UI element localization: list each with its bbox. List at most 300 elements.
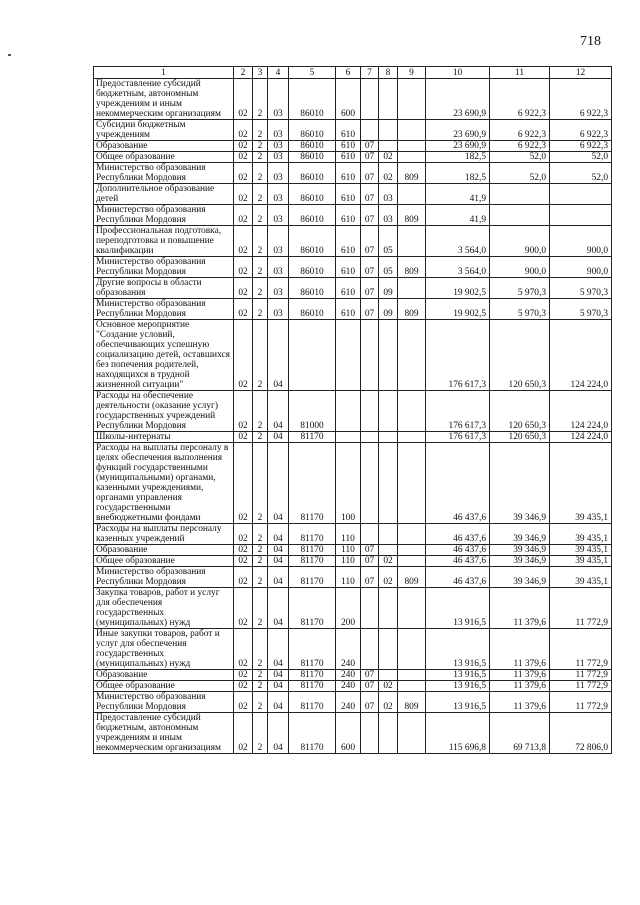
code-cell xyxy=(379,670,398,681)
code-cell xyxy=(336,320,361,391)
code-cell: 02 xyxy=(379,681,398,692)
code-cell xyxy=(398,141,426,152)
code-cell: 03 xyxy=(268,120,289,141)
code-cell: 610 xyxy=(336,163,361,184)
code-cell: 2 xyxy=(253,681,268,692)
row-name: Субсидии бюджетным учреждениям xyxy=(94,120,234,141)
code-cell: 04 xyxy=(268,670,289,681)
code-cell: 2 xyxy=(253,257,268,278)
code-cell xyxy=(398,432,426,443)
code-cell: 86010 xyxy=(289,141,336,152)
row-name: Предоставление субсидий бюджетным, автономным учреждениям и иным некоммерческим организациям xyxy=(94,79,234,120)
code-cell: 240 xyxy=(336,629,361,670)
amount-cell: 39 435,1 xyxy=(550,567,612,588)
code-cell: 2 xyxy=(253,556,268,567)
table-row xyxy=(94,79,612,120)
code-cell: 86010 xyxy=(289,184,336,205)
code-cell xyxy=(336,432,361,443)
code-cell: 2 xyxy=(253,443,268,524)
code-cell: 809 xyxy=(398,163,426,184)
code-cell: 2 xyxy=(253,278,268,299)
code-cell: 240 xyxy=(336,670,361,681)
amount-cell: 11 379,6 xyxy=(490,692,550,713)
code-cell: 03 xyxy=(379,184,398,205)
header-cell: 9 xyxy=(398,67,426,79)
amount-cell: 124 224,0 xyxy=(550,432,612,443)
code-cell xyxy=(379,524,398,545)
code-cell: 2 xyxy=(253,205,268,226)
code-cell: 240 xyxy=(336,681,361,692)
table-row xyxy=(94,545,612,556)
code-cell xyxy=(398,443,426,524)
code-cell: 02 xyxy=(234,681,253,692)
code-cell: 809 xyxy=(398,205,426,226)
code-cell xyxy=(379,391,398,432)
code-cell: 2 xyxy=(253,152,268,163)
code-cell: 02 xyxy=(234,278,253,299)
code-cell: 81170 xyxy=(289,545,336,556)
table-row xyxy=(94,567,612,588)
amount-cell: 6 922,3 xyxy=(550,141,612,152)
code-cell xyxy=(289,320,336,391)
code-cell: 05 xyxy=(379,226,398,257)
amount-cell: 52,0 xyxy=(490,152,550,163)
code-cell: 02 xyxy=(379,152,398,163)
amount-cell: 39 346,9 xyxy=(490,524,550,545)
amount-cell: 72 806,0 xyxy=(550,713,612,754)
code-cell: 02 xyxy=(234,629,253,670)
code-cell xyxy=(379,141,398,152)
code-cell: 03 xyxy=(268,163,289,184)
amount-cell: 19 902,5 xyxy=(426,299,490,320)
code-cell: 100 xyxy=(336,443,361,524)
code-cell: 2 xyxy=(253,629,268,670)
code-cell: 04 xyxy=(268,588,289,629)
code-cell: 02 xyxy=(379,692,398,713)
code-cell: 07 xyxy=(361,205,379,226)
amount-cell: 23 690,9 xyxy=(426,79,490,120)
code-cell: 610 xyxy=(336,226,361,257)
code-cell: 81170 xyxy=(289,588,336,629)
code-cell xyxy=(398,588,426,629)
code-cell: 03 xyxy=(268,257,289,278)
row-name: Общее образование xyxy=(94,556,234,567)
code-cell: 07 xyxy=(361,257,379,278)
code-cell: 02 xyxy=(234,320,253,391)
code-cell: 07 xyxy=(361,545,379,556)
code-cell: 09 xyxy=(379,278,398,299)
code-cell: 02 xyxy=(234,226,253,257)
code-cell: 07 xyxy=(361,692,379,713)
amount-cell xyxy=(490,205,550,226)
code-cell: 02 xyxy=(234,567,253,588)
code-cell xyxy=(398,629,426,670)
page-number: 718 xyxy=(580,34,601,49)
code-cell: 04 xyxy=(268,567,289,588)
code-cell: 04 xyxy=(268,629,289,670)
code-cell: 110 xyxy=(336,545,361,556)
code-cell: 02 xyxy=(234,257,253,278)
code-cell: 02 xyxy=(234,152,253,163)
code-cell xyxy=(361,391,379,432)
code-cell: 03 xyxy=(268,141,289,152)
code-cell: 81170 xyxy=(289,524,336,545)
row-name: Образование xyxy=(94,670,234,681)
amount-cell: 13 916,5 xyxy=(426,629,490,670)
code-cell xyxy=(361,629,379,670)
amount-cell: 13 916,5 xyxy=(426,681,490,692)
table-row xyxy=(94,432,612,443)
code-cell xyxy=(379,545,398,556)
code-cell: 04 xyxy=(268,432,289,443)
amount-cell: 6 922,3 xyxy=(490,79,550,120)
row-name: Министерство образования Республики Мордовия xyxy=(94,567,234,588)
code-cell: 02 xyxy=(234,588,253,629)
code-cell xyxy=(398,556,426,567)
code-cell: 07 xyxy=(361,152,379,163)
row-name: Расходы на обеспечение деятельности (оказание услуг) государственных учреждений Республики Мордовия xyxy=(94,391,234,432)
code-cell: 110 xyxy=(336,524,361,545)
code-cell: 04 xyxy=(268,391,289,432)
code-cell xyxy=(361,79,379,120)
code-cell: 110 xyxy=(336,556,361,567)
code-cell: 04 xyxy=(268,713,289,754)
amount-cell: 120 650,3 xyxy=(490,391,550,432)
code-cell: 809 xyxy=(398,257,426,278)
code-cell xyxy=(379,320,398,391)
table-row xyxy=(94,681,612,692)
code-cell: 07 xyxy=(361,567,379,588)
code-cell: 610 xyxy=(336,184,361,205)
code-cell: 81170 xyxy=(289,670,336,681)
code-cell: 809 xyxy=(398,692,426,713)
table-row xyxy=(94,670,612,681)
code-cell xyxy=(398,681,426,692)
row-name: Иные закупки товаров, работ и услуг для обеспечения государственных (муниципальных) нужд xyxy=(94,629,234,670)
code-cell: 610 xyxy=(336,257,361,278)
code-cell xyxy=(379,629,398,670)
amount-cell: 41,9 xyxy=(426,205,490,226)
table-row xyxy=(94,120,612,141)
code-cell: 02 xyxy=(234,556,253,567)
code-cell xyxy=(361,524,379,545)
code-cell xyxy=(361,588,379,629)
header-cell: 5 xyxy=(289,67,336,79)
table-body xyxy=(94,79,612,754)
code-cell xyxy=(361,713,379,754)
code-cell: 05 xyxy=(379,257,398,278)
row-name: Министерство образования Республики Мордовия xyxy=(94,163,234,184)
code-cell xyxy=(336,391,361,432)
code-cell: 81170 xyxy=(289,629,336,670)
code-cell: 03 xyxy=(268,299,289,320)
code-cell: 2 xyxy=(253,545,268,556)
table-row xyxy=(94,226,612,257)
code-cell: 81170 xyxy=(289,443,336,524)
code-cell: 2 xyxy=(253,141,268,152)
amount-cell: 11 379,6 xyxy=(490,681,550,692)
code-cell: 610 xyxy=(336,120,361,141)
code-cell xyxy=(398,152,426,163)
code-cell: 610 xyxy=(336,278,361,299)
amount-cell: 5 970,3 xyxy=(550,299,612,320)
code-cell: 81000 xyxy=(289,391,336,432)
amount-cell xyxy=(490,184,550,205)
code-cell xyxy=(398,320,426,391)
code-cell: 2 xyxy=(253,120,268,141)
amount-cell: 46 437,6 xyxy=(426,524,490,545)
code-cell: 02 xyxy=(234,545,253,556)
code-cell: 2 xyxy=(253,184,268,205)
row-name: Министерство образования Республики Мордовия xyxy=(94,692,234,713)
table-row xyxy=(94,320,612,391)
table-row xyxy=(94,524,612,545)
amount-cell: 176 617,3 xyxy=(426,391,490,432)
code-cell: 02 xyxy=(379,567,398,588)
code-cell: 600 xyxy=(336,713,361,754)
code-cell: 03 xyxy=(268,184,289,205)
code-cell xyxy=(398,184,426,205)
amount-cell: 3 564,0 xyxy=(426,257,490,278)
code-cell: 240 xyxy=(336,692,361,713)
row-name: Профессиональная подготовка, переподготовка и повышение квалификации xyxy=(94,226,234,257)
code-cell xyxy=(361,443,379,524)
code-cell: 03 xyxy=(268,226,289,257)
code-cell xyxy=(379,713,398,754)
header-cell: 6 xyxy=(336,67,361,79)
code-cell xyxy=(379,432,398,443)
amount-cell: 5 970,3 xyxy=(550,278,612,299)
amount-cell: 5 970,3 xyxy=(490,299,550,320)
code-cell: 02 xyxy=(234,391,253,432)
code-cell: 2 xyxy=(253,670,268,681)
code-cell xyxy=(398,226,426,257)
table-row xyxy=(94,588,612,629)
code-cell: 07 xyxy=(361,556,379,567)
row-name: Предоставление субсидий бюджетным, автономным учреждениям и иным некоммерческим организациям xyxy=(94,713,234,754)
code-cell: 04 xyxy=(268,692,289,713)
table-row xyxy=(94,391,612,432)
code-cell: 81170 xyxy=(289,432,336,443)
table-row xyxy=(94,299,612,320)
code-cell: 2 xyxy=(253,588,268,629)
code-cell xyxy=(361,320,379,391)
table-row xyxy=(94,278,612,299)
code-cell: 02 xyxy=(234,670,253,681)
row-name: Министерство образования Республики Мордовия xyxy=(94,257,234,278)
table-row xyxy=(94,713,612,754)
code-cell: 07 xyxy=(361,278,379,299)
code-cell: 200 xyxy=(336,588,361,629)
amount-cell: 52,0 xyxy=(550,163,612,184)
code-cell: 86010 xyxy=(289,278,336,299)
code-cell xyxy=(398,79,426,120)
code-cell: 2 xyxy=(253,299,268,320)
code-cell: 86010 xyxy=(289,120,336,141)
code-cell: 02 xyxy=(234,184,253,205)
code-cell: 2 xyxy=(253,432,268,443)
code-cell: 07 xyxy=(361,299,379,320)
code-cell: 81170 xyxy=(289,681,336,692)
code-cell xyxy=(361,120,379,141)
code-cell: 86010 xyxy=(289,79,336,120)
amount-cell: 13 916,5 xyxy=(426,670,490,681)
amount-cell: 6 922,3 xyxy=(490,120,550,141)
amount-cell: 23 690,9 xyxy=(426,120,490,141)
code-cell: 86010 xyxy=(289,226,336,257)
budget-table xyxy=(93,66,612,754)
code-cell: 07 xyxy=(361,681,379,692)
code-cell: 07 xyxy=(361,670,379,681)
amount-cell: 11 772,9 xyxy=(550,588,612,629)
code-cell: 2 xyxy=(253,567,268,588)
amount-cell: 115 696,8 xyxy=(426,713,490,754)
code-cell: 07 xyxy=(361,163,379,184)
amount-cell: 46 437,6 xyxy=(426,556,490,567)
amount-cell: 6 922,3 xyxy=(490,141,550,152)
row-name: Образование xyxy=(94,141,234,152)
amount-cell xyxy=(550,205,612,226)
table-row xyxy=(94,443,612,524)
amount-cell: 182,5 xyxy=(426,163,490,184)
code-cell: 02 xyxy=(379,163,398,184)
code-cell xyxy=(398,278,426,299)
code-cell: 610 xyxy=(336,205,361,226)
amount-cell: 39 346,9 xyxy=(490,556,550,567)
code-cell xyxy=(379,588,398,629)
code-cell: 07 xyxy=(361,141,379,152)
amount-cell: 900,0 xyxy=(550,257,612,278)
row-name: Министерство образования Республики Мордовия xyxy=(94,299,234,320)
amount-cell: 176 617,3 xyxy=(426,432,490,443)
code-cell: 600 xyxy=(336,79,361,120)
code-cell: 02 xyxy=(234,79,253,120)
table-row xyxy=(94,205,612,226)
row-name: Школы-интернаты xyxy=(94,432,234,443)
code-cell: 04 xyxy=(268,524,289,545)
table-row xyxy=(94,692,612,713)
code-cell: 03 xyxy=(268,278,289,299)
code-cell: 2 xyxy=(253,692,268,713)
header-cell: 8 xyxy=(379,67,398,79)
amount-cell: 39 435,1 xyxy=(550,524,612,545)
amount-cell: 13 916,5 xyxy=(426,692,490,713)
amount-cell: 124 224,0 xyxy=(550,320,612,391)
amount-cell: 39 435,1 xyxy=(550,443,612,524)
code-cell: 02 xyxy=(234,141,253,152)
amount-cell: 52,0 xyxy=(550,152,612,163)
code-cell xyxy=(398,670,426,681)
row-name: Основное мероприятие "Создание условий, обеспечивающих успешную социализацию детей, оставшихся без попечения родителей, находящихся в трудной жизненной ситуации" xyxy=(94,320,234,391)
code-cell: 809 xyxy=(398,299,426,320)
code-cell: 04 xyxy=(268,681,289,692)
code-cell: 2 xyxy=(253,226,268,257)
amount-cell: 11 379,6 xyxy=(490,588,550,629)
amount-cell xyxy=(550,184,612,205)
amount-cell: 5 970,3 xyxy=(490,278,550,299)
amount-cell: 39 346,9 xyxy=(490,545,550,556)
code-cell: 02 xyxy=(234,205,253,226)
code-cell: 04 xyxy=(268,556,289,567)
code-cell: 2 xyxy=(253,524,268,545)
code-cell: 02 xyxy=(234,120,253,141)
amount-cell: 11 772,9 xyxy=(550,692,612,713)
code-cell: 86010 xyxy=(289,299,336,320)
amount-cell: 11 772,9 xyxy=(550,629,612,670)
amount-cell: 6 922,3 xyxy=(550,120,612,141)
code-cell: 2 xyxy=(253,79,268,120)
amount-cell: 900,0 xyxy=(550,226,612,257)
amount-cell: 19 902,5 xyxy=(426,278,490,299)
code-cell: 02 xyxy=(234,432,253,443)
amount-cell: 46 437,6 xyxy=(426,443,490,524)
code-cell: 04 xyxy=(268,320,289,391)
code-cell: 04 xyxy=(268,545,289,556)
table-row xyxy=(94,556,612,567)
code-cell: 03 xyxy=(379,205,398,226)
code-cell: 07 xyxy=(361,184,379,205)
code-cell: 110 xyxy=(336,567,361,588)
row-name: Общее образование xyxy=(94,152,234,163)
amount-cell: 900,0 xyxy=(490,226,550,257)
margin-mark xyxy=(8,54,11,56)
amount-cell: 39 435,1 xyxy=(550,545,612,556)
code-cell: 2 xyxy=(253,391,268,432)
amount-cell: 39 346,9 xyxy=(490,567,550,588)
table-row xyxy=(94,152,612,163)
code-cell xyxy=(361,432,379,443)
table-row xyxy=(94,163,612,184)
code-cell: 81170 xyxy=(289,556,336,567)
code-cell: 02 xyxy=(234,163,253,184)
row-name: Общее образование xyxy=(94,681,234,692)
code-cell: 03 xyxy=(268,152,289,163)
header-cell: 3 xyxy=(253,67,268,79)
code-cell: 02 xyxy=(234,524,253,545)
code-cell: 03 xyxy=(268,205,289,226)
code-cell: 86010 xyxy=(289,152,336,163)
code-cell xyxy=(398,391,426,432)
amount-cell: 176 617,3 xyxy=(426,320,490,391)
code-cell xyxy=(398,545,426,556)
code-cell: 02 xyxy=(234,692,253,713)
row-name: Образование xyxy=(94,545,234,556)
code-cell: 09 xyxy=(379,299,398,320)
header-cell: 7 xyxy=(361,67,379,79)
amount-cell: 120 650,3 xyxy=(490,320,550,391)
header-cell: 10 xyxy=(426,67,490,79)
code-cell xyxy=(398,713,426,754)
code-cell: 2 xyxy=(253,320,268,391)
amount-cell: 69 713,8 xyxy=(490,713,550,754)
table-row xyxy=(94,141,612,152)
code-cell: 610 xyxy=(336,299,361,320)
table-row xyxy=(94,629,612,670)
amount-cell: 3 564,0 xyxy=(426,226,490,257)
code-cell xyxy=(379,79,398,120)
row-name: Министерство образования Республики Мордовия xyxy=(94,205,234,226)
code-cell: 02 xyxy=(234,443,253,524)
header-cell: 2 xyxy=(234,67,253,79)
header-cell: 4 xyxy=(268,67,289,79)
amount-cell: 120 650,3 xyxy=(490,432,550,443)
amount-cell: 182,5 xyxy=(426,152,490,163)
code-cell xyxy=(379,443,398,524)
code-cell: 02 xyxy=(234,713,253,754)
table-row xyxy=(94,184,612,205)
table-row xyxy=(94,257,612,278)
amount-cell: 39 346,9 xyxy=(490,443,550,524)
